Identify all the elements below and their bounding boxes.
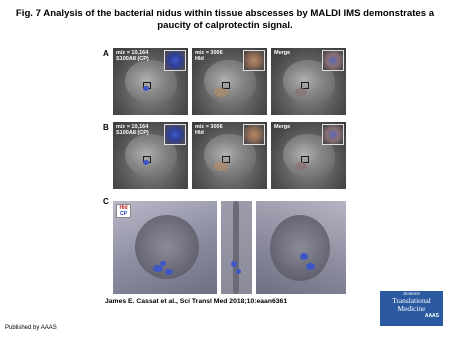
row-c-volume-side <box>221 201 252 294</box>
journal-logo-translational: Translational <box>392 296 431 305</box>
row-a-panel-merge <box>271 48 346 115</box>
row-a-panel-cp <box>113 48 188 115</box>
row-b-label: B <box>103 123 109 132</box>
journal-logo-science: Science <box>402 292 421 297</box>
journal-logo <box>380 291 443 326</box>
journal-logo-aaas: AAAS <box>424 313 439 319</box>
row-a-panel-cp-label: m/z = 10,164 S100A8 (CP) <box>116 50 149 62</box>
row-a-panel-hld-label: m/z = 3006 Hld <box>195 50 223 62</box>
citation: James E. Cassat et al., Sci Transl Med 2018;10:eaan6361 <box>105 298 288 305</box>
row-c-legend-hld: Hld <box>119 205 128 211</box>
row-a-panel-merge-inset <box>322 50 344 71</box>
row-b-panel-cp <box>113 122 188 189</box>
row-b-panel-merge-inset <box>322 124 344 145</box>
row-b-panel-merge-label: Merge <box>274 124 291 130</box>
row-b-panel-hld <box>192 122 267 189</box>
row-c-legend-badge <box>116 204 131 218</box>
row-c-volume-front <box>113 201 217 294</box>
journal-logo-medicine: Medicine <box>397 304 426 313</box>
row-c-label: C <box>103 197 109 206</box>
row-b-panel-cp-label: m/z = 10,164 S100A8 (CP) <box>116 124 149 136</box>
row-a-panel-hld-inset <box>243 50 265 71</box>
figure-area <box>103 48 346 294</box>
row-a-label: A <box>103 49 109 58</box>
row-a-panel-hld <box>192 48 267 115</box>
row-c-legend-cp: CP <box>120 211 127 217</box>
row-b-panel-cp-inset <box>164 124 186 145</box>
row-b-panel-hld-label: m/z = 3006 Hld <box>195 124 223 136</box>
publisher-note: Published by AAAS <box>5 325 57 331</box>
row-b-panel-merge <box>271 122 346 189</box>
row-c-volume-oblique <box>256 201 346 294</box>
row-a-panel-merge-label: Merge <box>274 50 291 56</box>
row-b-panel-hld-inset <box>243 124 265 145</box>
row-a-panel-cp-inset <box>164 50 186 71</box>
figure-title-line1: Fig. 7 Analysis of the bacterial nidus within tissue abscesses by MALDI IMS demonstrates a <box>15 8 435 19</box>
figure-title <box>0 8 450 32</box>
figure-title-line2: paucity of calprotectin signal. <box>157 20 293 31</box>
